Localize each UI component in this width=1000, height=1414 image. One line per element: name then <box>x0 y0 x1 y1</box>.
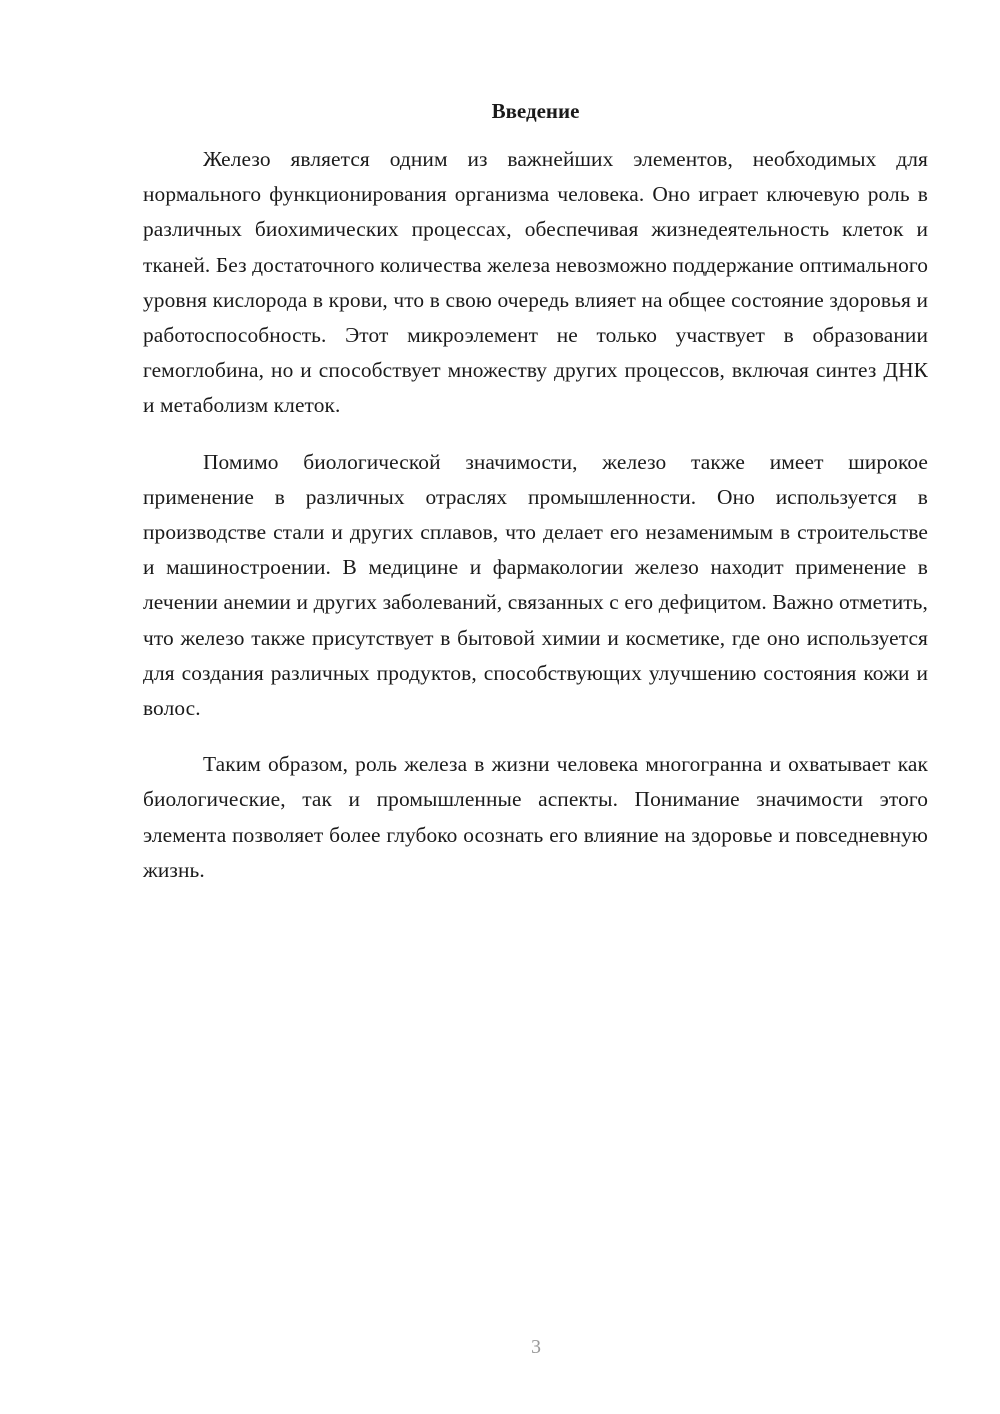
paragraph-intro: Железо является одним из важнейших элементов, необходимых для нормального функционирования организма человека. Оно играет ключевую роль в различных биохимических процессах, обеспечивая жизнедеятельность клеток и тканей. Без достаточного количества железа невозможно поддержание оптимального уровня кислорода в крови, что в свою очередь влияет на общее состояние здоровья и работоспособность. Этот микроэлемент не только участвует в образовании гемоглобина, но и способствует множеству других процессов, включая синтез ДНК и метаболизм клеток. <box>143 147 928 418</box>
paragraph-conclusion: Таким образом, роль железа в жизни человека многогранна и охватывает как биологические, так и промышленные аспекты. Понимание значимости этого элемента позволяет более глубоко осознать его влияние на здоровье и повседневную жизнь. <box>143 752 928 882</box>
body-text <box>143 142 928 909</box>
paragraph-industry: Помимо биологической значимости, железо также имеет широкое применение в различных отраслях промышленности. Оно используется в производстве стали и других сплавов, что делает его незаменимым в строительстве и машиностроении. В медицине и фармакологии железо находит применение в лечении анемии и других заболеваний, связанных с его дефицитом. Важно отметить, что железо также присутствует в бытовой химии и косметике, где оно используется для создания различных продуктов, способствующих улучшению состояния кожи и волос. <box>143 449 928 721</box>
section-heading: Введение <box>491 99 580 123</box>
page-number: 3 <box>531 1336 541 1358</box>
